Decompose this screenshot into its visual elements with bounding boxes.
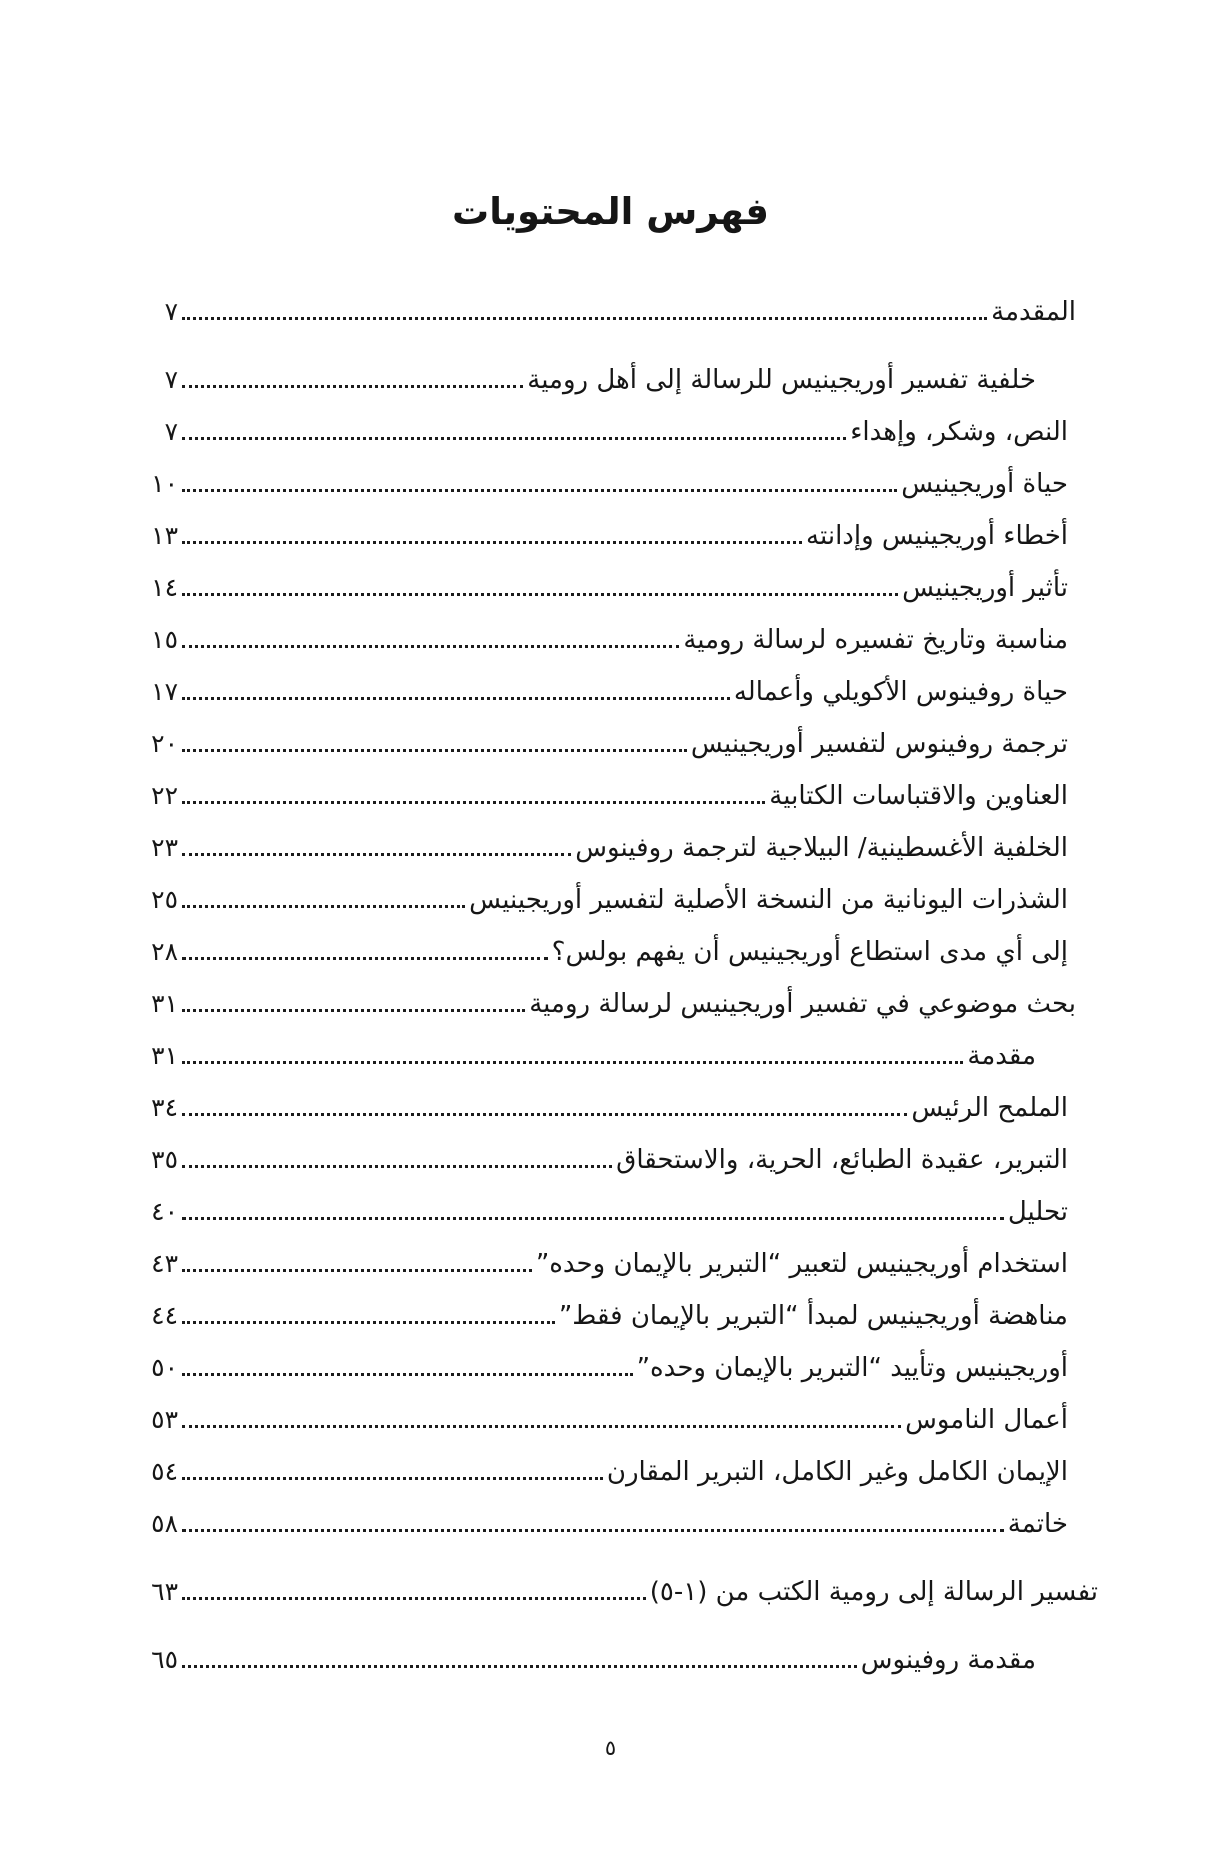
- toc-entry: [140, 1498, 1098, 1550]
- dot-leader: [182, 1595, 646, 1600]
- toc-entry-label: استخدام أوريجينيس لتعبير “التبرير بالإيمان وحده”: [535, 1249, 1068, 1279]
- toc-entry: [140, 1134, 1098, 1186]
- toc-entry-page-number: ٤٤: [151, 1301, 178, 1330]
- toc-entry-label: مناسبة وتاريخ تفسيره لرسالة رومية: [683, 625, 1068, 655]
- dot-leader: [182, 1319, 555, 1324]
- toc-entry: [140, 562, 1098, 614]
- toc-entry: [140, 1566, 1098, 1618]
- toc-entry-label: أوريجينيس وتأييد “التبرير بالإيمان وحده”: [636, 1353, 1068, 1383]
- toc-entry-page-number: ٦٣: [151, 1577, 178, 1606]
- toc-entry-label: الملمح الرئيس: [911, 1093, 1068, 1123]
- toc-entry-label: الخلفية الأغسطينية/ البيلاجية لترجمة روفينوس: [575, 833, 1068, 863]
- toc-entry-label: أعمال الناموس: [905, 1405, 1068, 1435]
- toc-entry-page-number: ٧: [164, 365, 178, 394]
- toc-entry-label: تفسير الرسالة إلى رومية الكتب من (١-٥): [649, 1577, 1098, 1607]
- toc-entry-page-number: ٣٤: [151, 1093, 178, 1122]
- toc-entry-label: حياة أوريجينيس: [901, 469, 1068, 499]
- toc-entry-page-number: ١٧: [151, 677, 178, 706]
- dot-leader: [182, 315, 987, 320]
- dot-leader: [182, 591, 898, 596]
- toc-entry: [140, 406, 1098, 458]
- toc-entry-label: إلى أي مدى استطاع أوريجينيس أن يفهم بولس؟: [551, 937, 1068, 967]
- toc-entry-label: الشذرات اليونانية من النسخة الأصلية لتفسير أوريجينيس: [469, 885, 1068, 915]
- toc-entry-page-number: ٣١: [151, 1041, 178, 1070]
- toc-entry-page-number: ١٠: [151, 469, 178, 498]
- toc-entry: [140, 926, 1098, 978]
- toc-entry-page-number: ٥٣: [151, 1405, 178, 1434]
- toc-entry: [140, 822, 1098, 874]
- dot-leader: [182, 1527, 1004, 1532]
- dot-leader: [182, 747, 687, 752]
- dot-leader: [182, 799, 765, 804]
- toc-entry: [140, 286, 1098, 338]
- toc-entry: [140, 1082, 1098, 1134]
- toc-entry-label: مناهضة أوريجينيس لمبدأ “التبرير بالإيمان فقط”: [558, 1301, 1068, 1331]
- toc-entry-page-number: ١٥: [151, 625, 178, 654]
- toc-entry-label: تحليل: [1007, 1197, 1068, 1227]
- dot-leader: [182, 955, 548, 960]
- dot-leader: [182, 1111, 907, 1116]
- toc-entry: [140, 874, 1098, 926]
- toc-entry-page-number: ٧: [164, 417, 178, 446]
- toc-entry-label: التبرير، عقيدة الطبائع، الحرية، والاستحقاق: [616, 1145, 1068, 1175]
- toc-entry: [140, 1342, 1098, 1394]
- toc-entry-label: النص، وشكر، وإهداء: [850, 417, 1068, 447]
- toc-entry-label: الإيمان الكامل وغير الكامل، التبرير المقارن: [606, 1457, 1068, 1487]
- dot-leader: [182, 851, 571, 856]
- dot-leader: [182, 1215, 1004, 1220]
- toc-entry: [140, 458, 1098, 510]
- dot-leader: [182, 1371, 633, 1376]
- toc-entry: [140, 1030, 1098, 1082]
- toc-entry-page-number: ١٤: [151, 573, 178, 602]
- toc-entry-page-number: ٣١: [151, 989, 178, 1018]
- dot-leader: [182, 539, 802, 544]
- toc-entry-label: تأثير أوريجينيس: [902, 573, 1068, 603]
- toc-entry-page-number: ٢٨: [151, 937, 178, 966]
- toc-entry-label: خاتمة: [1007, 1509, 1068, 1539]
- dot-leader: [182, 435, 846, 440]
- toc-entry-page-number: ٤٠: [151, 1197, 178, 1226]
- toc-entry: [140, 770, 1098, 822]
- toc-entry: [140, 978, 1098, 1030]
- toc-entry-page-number: ٥٨: [151, 1509, 178, 1538]
- footer-page-number: ٥: [604, 1736, 617, 1760]
- toc-list: [140, 286, 1098, 1686]
- toc-entry: [140, 666, 1098, 718]
- toc-entry: [140, 1446, 1098, 1498]
- toc-entry-label: المقدمة: [991, 297, 1076, 327]
- toc-entry-label: مقدمة: [967, 1041, 1036, 1071]
- toc-entry-page-number: ٤٣: [151, 1249, 178, 1278]
- dot-leader: [182, 1267, 532, 1272]
- dot-leader: [182, 643, 679, 648]
- toc-entry: [140, 1634, 1098, 1686]
- dot-leader: [182, 487, 897, 492]
- toc-entry-page-number: ٥٤: [151, 1457, 178, 1486]
- dot-leader: [182, 1423, 901, 1428]
- toc-entry: [140, 1186, 1098, 1238]
- toc-entry-label: أخطاء أوريجينيس وإدانته: [806, 521, 1068, 551]
- toc-entry-page-number: ٥٠: [151, 1353, 178, 1382]
- toc-entry-page-number: ٧: [164, 297, 178, 326]
- dot-leader: [182, 1663, 857, 1668]
- toc-entry-page-number: ٦٥: [151, 1645, 178, 1674]
- toc-entry: [140, 718, 1098, 770]
- toc-entry-page-number: ٢٢: [151, 781, 178, 810]
- dot-leader: [182, 903, 465, 908]
- dot-leader: [182, 695, 730, 700]
- toc-entry-label: ترجمة روفينوس لتفسير أوريجينيس: [690, 729, 1068, 759]
- toc-entry-page-number: ٢٥: [151, 885, 178, 914]
- dot-leader: [182, 1059, 963, 1064]
- toc-entry-page-number: ٣٥: [151, 1145, 178, 1174]
- toc-entry: [140, 1238, 1098, 1290]
- toc-entry-page-number: ١٣: [151, 521, 178, 550]
- page-title: فهرس المحتويات: [452, 190, 769, 233]
- dot-leader: [182, 1007, 525, 1012]
- dot-leader: [182, 1163, 612, 1168]
- toc-entry-label: حياة روفينوس الأكويلي وأعماله: [733, 677, 1068, 707]
- dot-leader: [182, 383, 523, 388]
- toc-entry-page-number: ٢٠: [151, 729, 178, 758]
- toc-entry-page-number: ٢٣: [151, 833, 178, 862]
- toc-entry-label: خلفية تفسير أوريجينيس للرسالة إلى أهل رومية: [527, 365, 1036, 395]
- toc-entry: [140, 354, 1098, 406]
- toc-entry: [140, 1394, 1098, 1446]
- toc-entry: [140, 1290, 1098, 1342]
- toc-entry: [140, 510, 1098, 562]
- toc-entry-label: العناوين والاقتباسات الكتابية: [769, 781, 1068, 811]
- toc-entry-label: بحث موضوعي في تفسير أوريجينيس لرسالة رومية: [529, 989, 1076, 1019]
- dot-leader: [182, 1475, 603, 1480]
- toc-entry: [140, 614, 1098, 666]
- toc-entry-label: مقدمة روفينوس: [860, 1645, 1036, 1675]
